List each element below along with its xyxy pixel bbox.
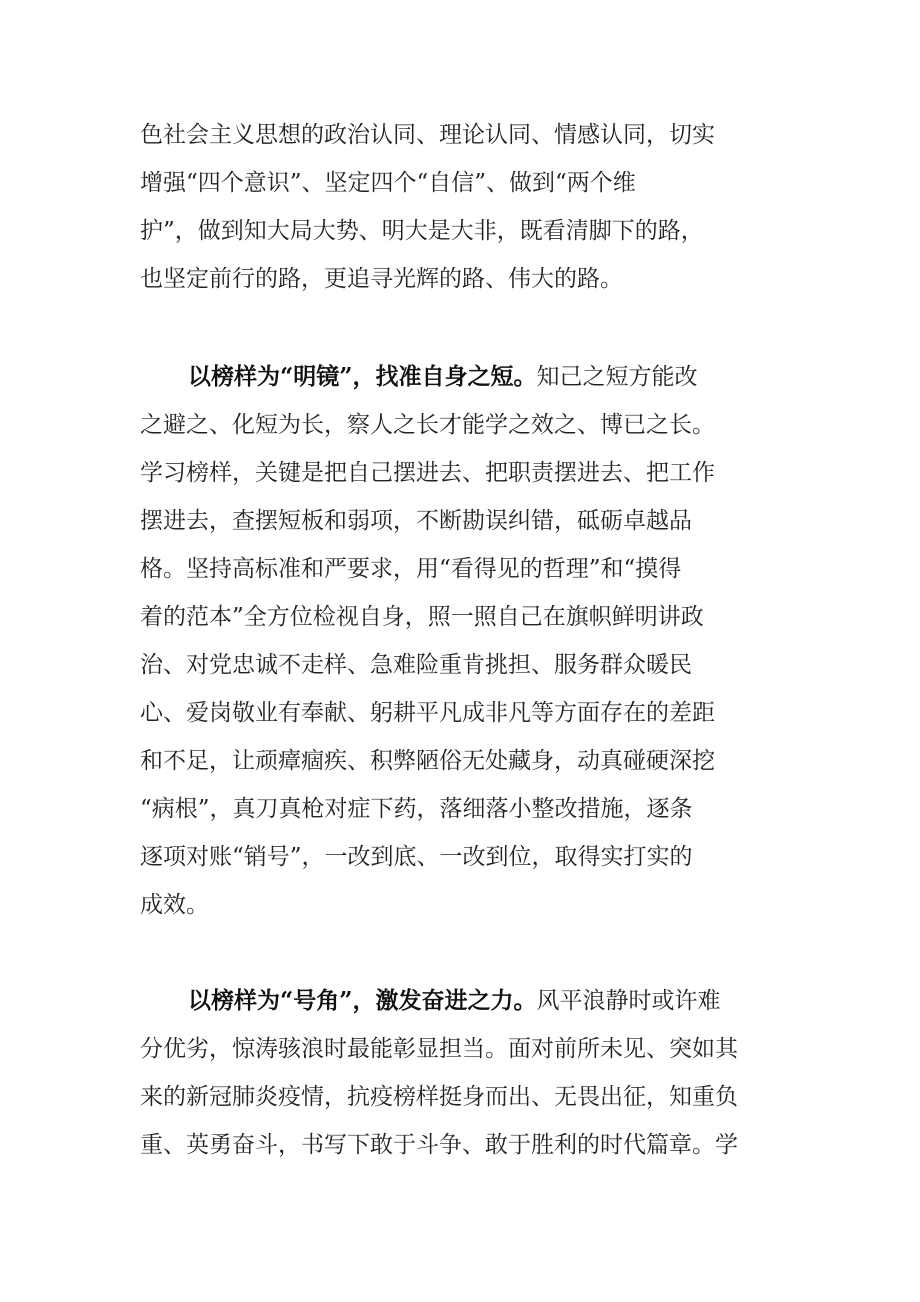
paragraph-continuation xyxy=(140,111,800,303)
text-line: 来的新冠肺炎疫情，抗疫榜样挺身而出、无畏出征，知重负 xyxy=(140,1084,738,1110)
text-line: 护”，做到知大局大势、明大是大非，既看清脚下的路， xyxy=(140,218,704,244)
text-line: 格。坚持高标准和严要求，用“看得见的哲理”和“摸得 xyxy=(140,556,682,582)
paragraph-mirror xyxy=(140,353,800,929)
text-line: 治、对党忠诚不走样、急难险重肯挑担、服务群众暖民 xyxy=(140,652,692,678)
paragraph-lead-heading: 以榜样为“明镜”，找准自身之短。 xyxy=(188,363,537,390)
paragraph-first-text: 风平浪静时或许难 xyxy=(536,988,721,1014)
text-line: 之避之、化短为长，察人之长才能学之效之、博已之长。 xyxy=(140,412,715,438)
text-line: 着的范本”全方位检视自身，照一照自己在旗帜鲜明讲政 xyxy=(140,604,704,630)
text-line: 增强“四个意识”、坚定四个“自信”、做到“两个维 xyxy=(140,170,636,196)
paragraph-lead-heading: 以榜样为“号角”，激发奋进之力。 xyxy=(188,987,537,1014)
text-line: 和不足，让顽瘴痼疾、积弊陋俗无处藏身，动真碰硬深挖 xyxy=(140,748,715,774)
text-line: 成效。 xyxy=(140,892,209,918)
text-line: 学习榜样，关键是把自己摆进去、把职责摆进去、把工作 xyxy=(140,460,715,486)
text-line: 逐项对账“销号”，一改到底、一改到位，取得实打实的 xyxy=(140,844,693,870)
text-line: 色社会主义思想的政治认同、理论认同、情感认同，切实 xyxy=(140,122,715,148)
paragraph-bugle xyxy=(140,977,800,1169)
text-line: 分优劣，惊涛骇浪时最能彰显担当。面对前所未见、突如其 xyxy=(140,1036,738,1062)
text-line: 摆进去，查摆短板和弱项，不断勘误纠错，砥砺卓越品 xyxy=(140,508,692,534)
text-line: 也坚定前行的路，更追寻光辉的路、伟大的路。 xyxy=(140,266,623,292)
text-line: “病根”，真刀真枪对症下药，落细落小整改措施，逐条 xyxy=(140,796,693,822)
text-line-first xyxy=(140,977,800,1025)
text-line: 心、爱岗敬业有奉献、躬耕平凡成非凡等方面存在的差距 xyxy=(140,700,715,726)
paragraph-first-text: 知己之短方能改 xyxy=(536,364,698,390)
text-line: 重、英勇奋斗，书写下敢于斗争、敢于胜利的时代篇章。学 xyxy=(140,1132,738,1158)
text-line-first xyxy=(140,353,800,401)
